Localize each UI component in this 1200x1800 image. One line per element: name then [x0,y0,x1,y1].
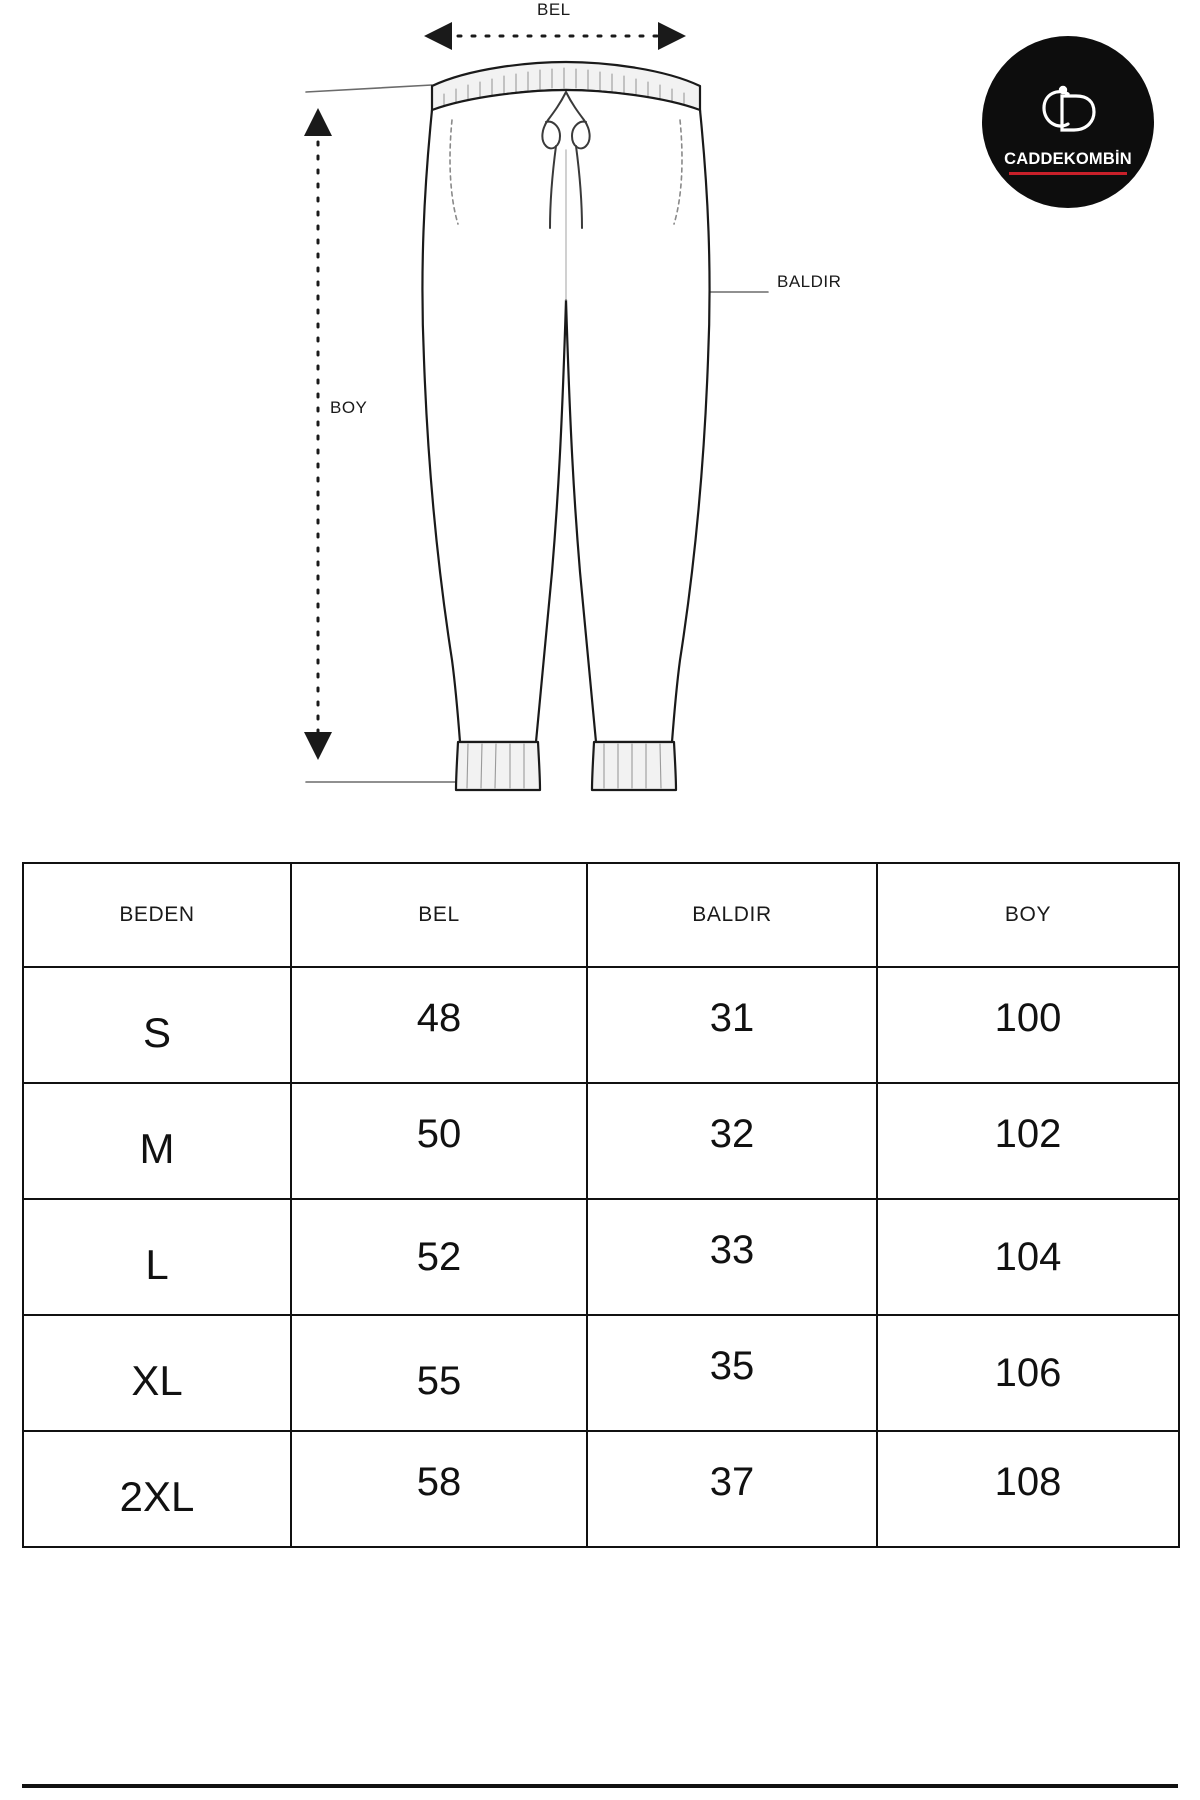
table-header-row [23,863,1179,967]
cell-bel: 58 [291,1431,587,1547]
measurement-diagram [0,0,1200,840]
label-baldir: BALDIR [777,272,842,291]
brand-logo [982,36,1154,208]
brand-name: CADDEKOMBİN [1004,149,1132,168]
cell-boy: 102 [877,1083,1179,1199]
cell-boy: 106 [877,1315,1179,1431]
column-header-boy: BOY [877,863,1179,967]
cell-baldir: 31 [587,967,877,1083]
table-row [23,1315,1179,1431]
brand-underline [1009,172,1127,175]
table-bottom-rule [22,1784,1178,1788]
table-row [23,1083,1179,1199]
cell-bel: 48 [291,967,587,1083]
table-row [23,1431,1179,1547]
cell-baldir: 32 [587,1083,877,1199]
cell-size: XL [23,1315,291,1431]
cell-baldir: 33 [587,1199,877,1315]
cell-size: S [23,967,291,1083]
cell-bel: 52 [291,1199,587,1315]
table-row [23,967,1179,1083]
cell-size: M [23,1083,291,1199]
cell-baldir: 37 [587,1431,877,1547]
cell-boy: 104 [877,1199,1179,1315]
column-header-bel: BEL [291,863,587,967]
label-bel: BEL [537,0,571,19]
cd-monogram-icon [1032,82,1104,144]
cell-boy: 100 [877,967,1179,1083]
cell-size: L [23,1199,291,1315]
size-chart-table [22,862,1178,1548]
cell-bel: 50 [291,1083,587,1199]
cell-baldir: 35 [587,1315,877,1431]
column-header-beden: BEDEN [23,863,291,967]
cell-bel: 55 [291,1315,587,1431]
column-header-baldir: BALDIR [587,863,877,967]
label-boy: BOY [330,398,368,417]
cell-boy: 108 [877,1431,1179,1547]
cell-size: 2XL [23,1431,291,1547]
table-row [23,1199,1179,1315]
